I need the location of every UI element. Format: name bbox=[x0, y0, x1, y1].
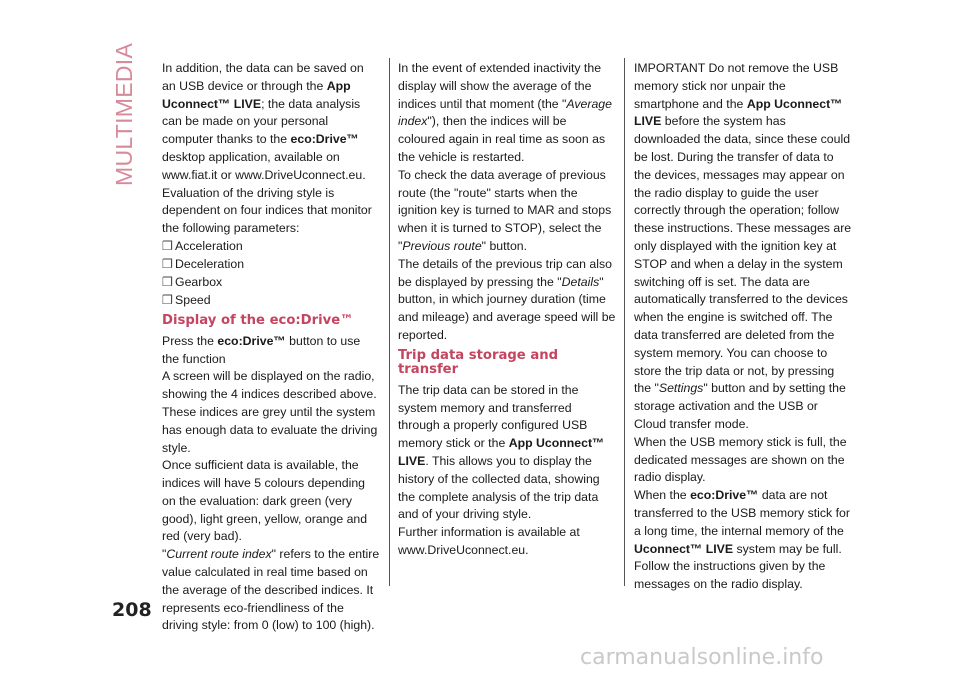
column-divider bbox=[624, 58, 625, 586]
paragraph: When the eco:Drive™ data are not transferred to the USB memory stick for a long time, the internal memory of the Uconnect™ LIVE system may be full. Follow the instructions given by the messages on the radio display. bbox=[634, 488, 850, 592]
checkbox-bullet-icon: ❒ bbox=[162, 256, 174, 271]
paragraph: To check the data average of previous route (the "route" starts when the ignition key is turned to MAR and stops when it is turned to STOP), select the "Previous route" button. bbox=[398, 167, 612, 253]
checkbox-bullet-icon: ❒ bbox=[162, 274, 174, 289]
paragraph: Further information is available at www.DriveUconnect.eu. bbox=[398, 525, 580, 557]
paragraph: In the event of extended inactivity the display will show the average of the indices until that moment (the "Average index"), then the indices will be coloured again in real time as soon as the vehicle is restarted. bbox=[398, 61, 612, 164]
list-item: ❒ Deceleration bbox=[162, 256, 245, 271]
page-number: 208 bbox=[112, 599, 152, 621]
paragraph: "Current route index" refers to the entire value calculated in real time based on the average of the described indices. It represents eco-friendliness of the driving style: from 0 (low) to 100 (high). bbox=[162, 547, 380, 633]
list-item: ❒ Acceleration bbox=[162, 238, 243, 253]
paragraph: IMPORTANT Do not remove the USB memory stick nor unpair the smartphone and the App Uconnect™ LIVE before the system has downloaded the data, since these could be lost. During the transfer of data to the devices, messages may appear on the radio display to guide the user correctly through the operation; follow these instructions. These messages are only displayed with the ignition key at STOP and when a delay in the system switching off is set. The data are automatically transferred to the devices when the engine is switched off. The data transferred are deleted from the system memory. You can choose to store the trip data or not, by pressing the "Settings" button and by setting the storage activation and the USB or Cloud transfer mode. bbox=[634, 61, 852, 431]
watermark: carmanualsonline.info bbox=[580, 645, 824, 670]
paragraph: In addition, the data can be saved on an USB device or through the App Uconnect™ LIVE; the data analysis can be made on your personal computer thanks to the eco:Drive™ desktop application, available on www.fiat.it or www.DriveUconnect.eu. Evaluation of the driving style is dependent on four indices that monitor the following parameters: bbox=[162, 61, 372, 236]
list-item: ❒ Speed bbox=[162, 292, 211, 307]
column-3 bbox=[634, 60, 852, 594]
paragraph: When the USB memory stick is full, the dedicated messages are shown on the radio display. bbox=[634, 434, 847, 485]
checkbox-bullet-icon: ❒ bbox=[162, 292, 174, 307]
column-1 bbox=[162, 60, 380, 635]
paragraph: Once sufficient data is available, the indices will have 5 colours depending on the evaluation: dark green (very good), light green, yellow, orange and red (very bad). bbox=[162, 458, 368, 544]
checkbox-bullet-icon: ❒ bbox=[162, 238, 174, 253]
paragraph: A screen will be displayed on the radio, showing the 4 indices described above. These indices are grey until the system has enough data to evaluate the driving style. bbox=[162, 369, 378, 455]
paragraph: The details of the previous trip can also be displayed by pressing the "Details" button, in which journey duration (time and mileage) and average speed will be reported. bbox=[398, 256, 616, 342]
section-heading: Display of the eco:Drive™ bbox=[162, 312, 354, 328]
parameter-list bbox=[162, 238, 380, 310]
section-label: MULTIMEDIA bbox=[111, 42, 137, 186]
paragraph: Press the eco:Drive™ button to use the function bbox=[162, 333, 361, 366]
paragraph: The trip data can be stored in the system memory and transferred through a properly configured USB memory stick or the App Uconnect™ LIVE. This allows you to display the history of the collected data, showing the complete analysis of the trip data and of your driving style. bbox=[398, 382, 605, 522]
column-2 bbox=[398, 60, 616, 560]
column-divider bbox=[389, 58, 390, 586]
section-heading: Trip data storage and transfer bbox=[398, 347, 559, 377]
list-item: ❒ Gearbox bbox=[162, 274, 223, 289]
